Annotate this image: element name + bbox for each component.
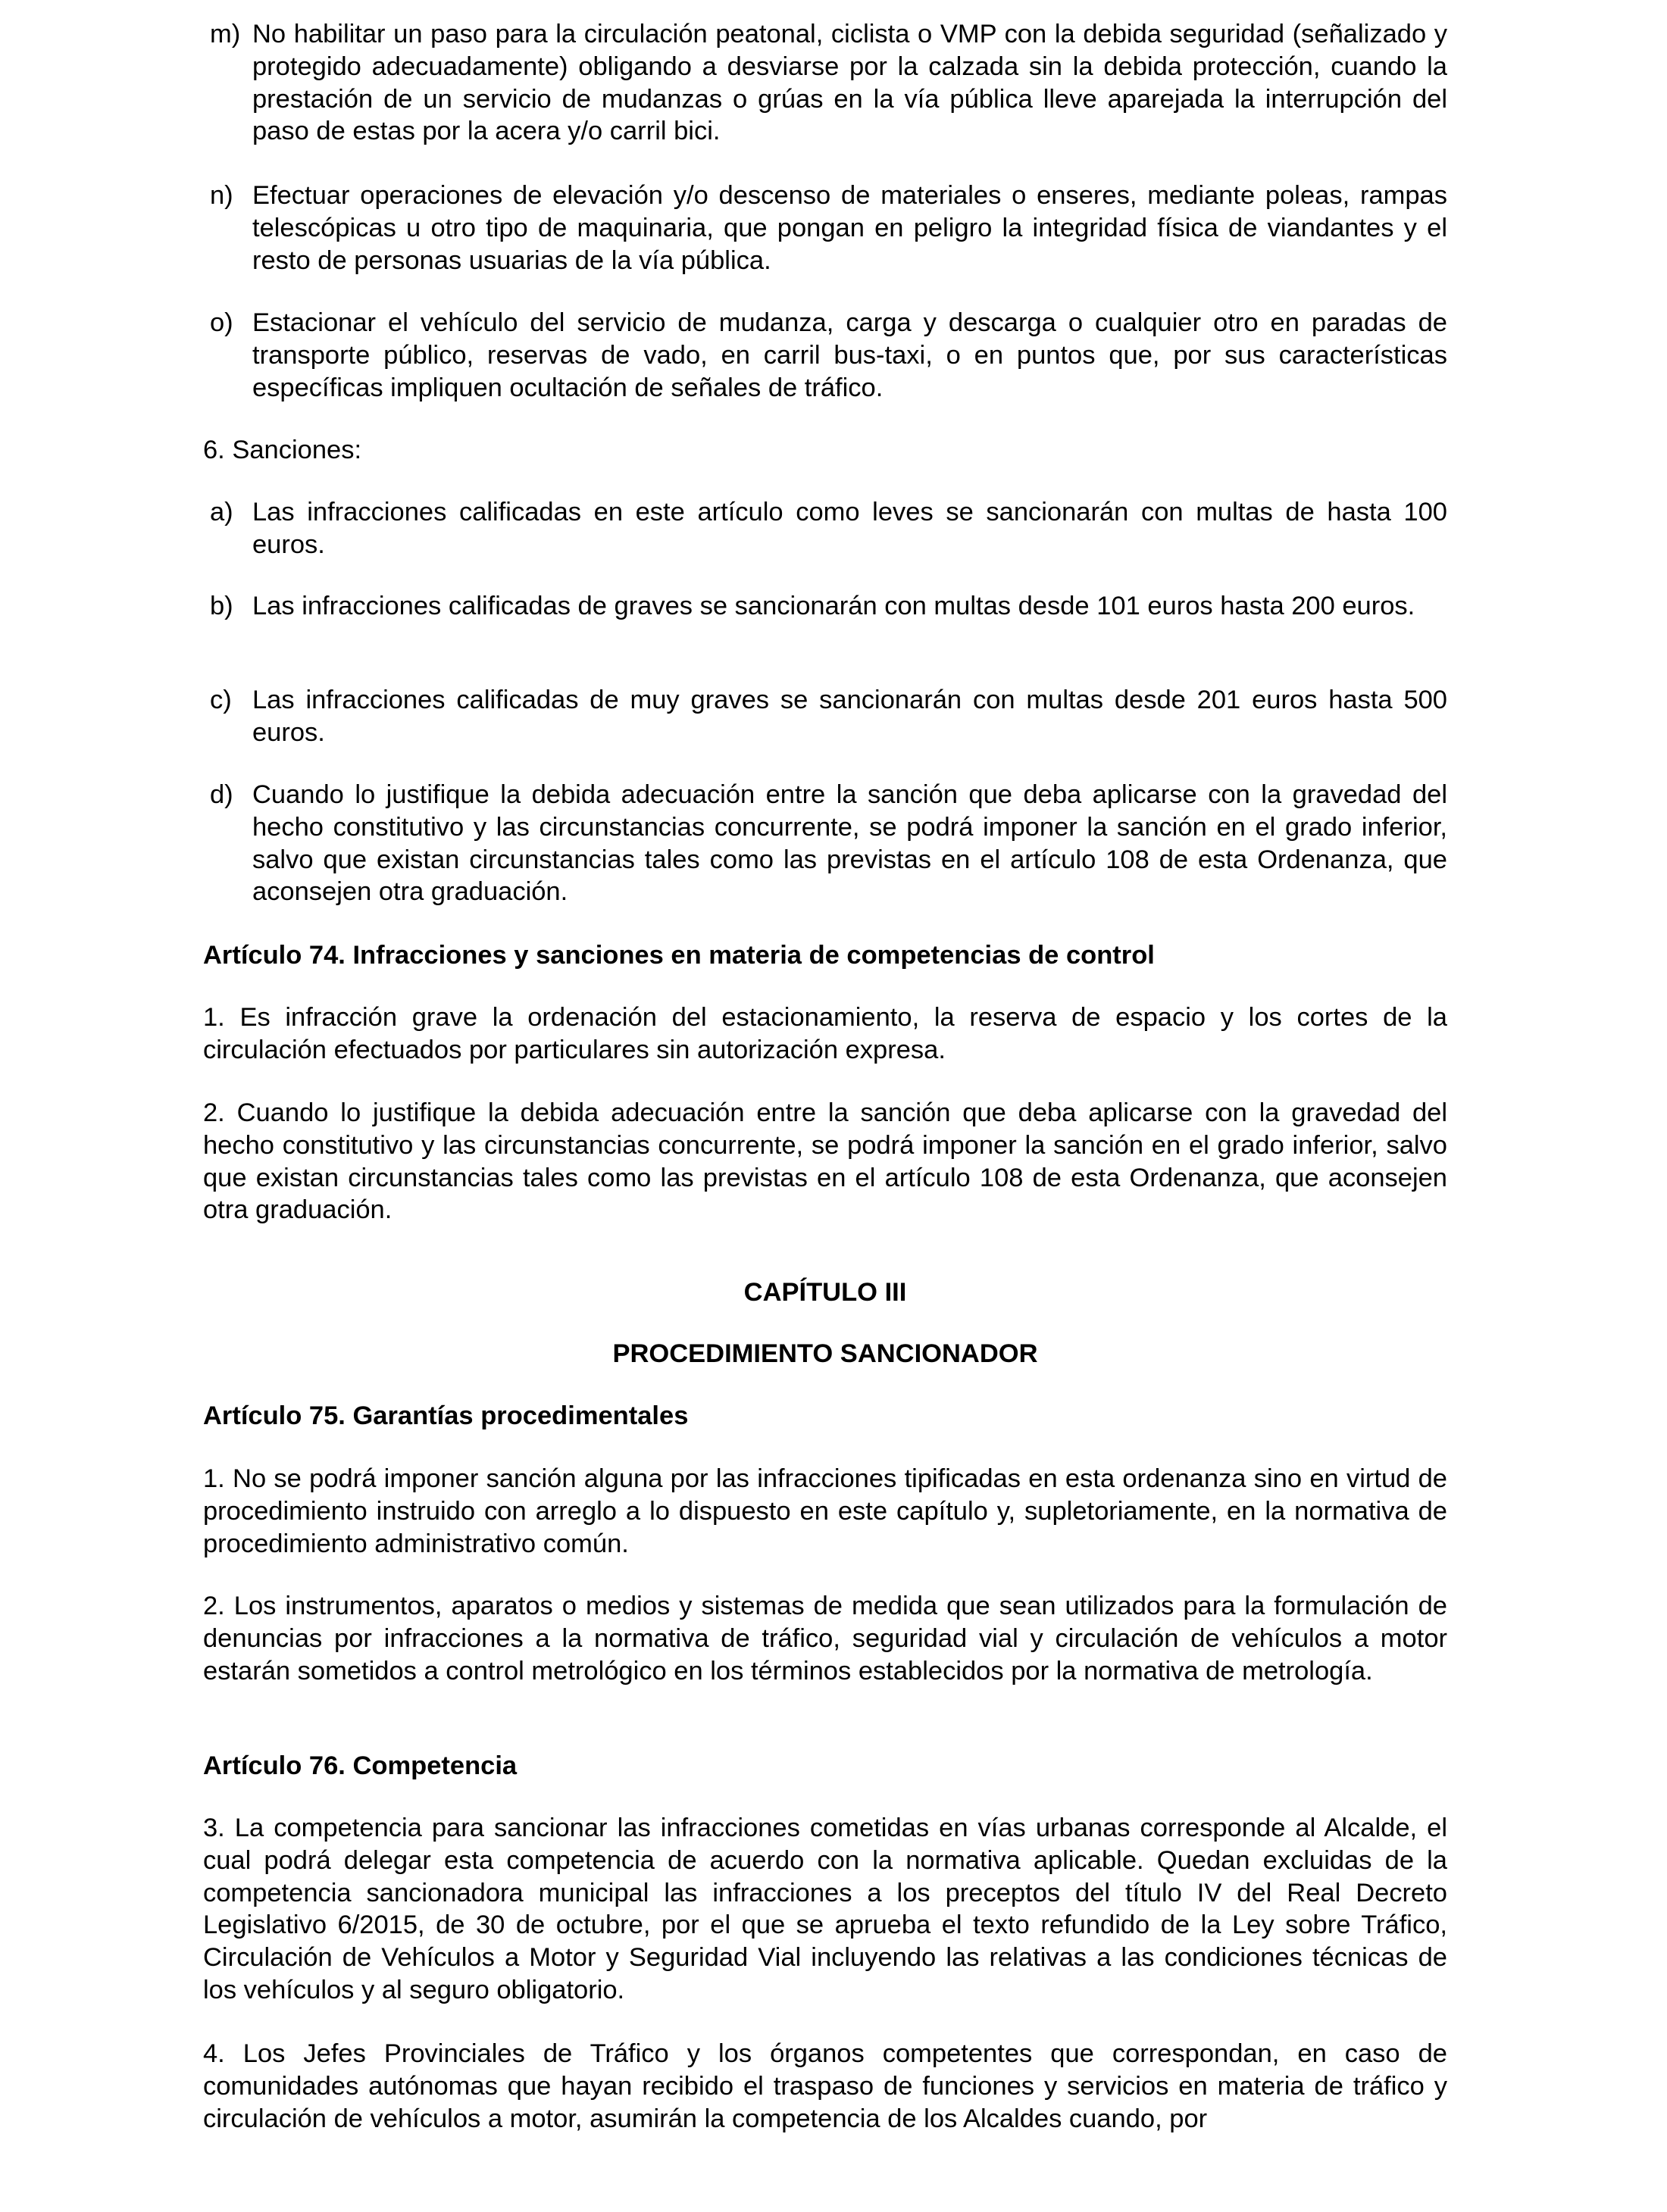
list-item-label: n) <box>210 181 233 210</box>
list-item-text: Las infracciones calificadas de muy graves se sancionarán con multas desde 201 euros hasta 500 euros. <box>252 686 1447 747</box>
document-page <box>203 0 1447 2212</box>
list-item-label: o) <box>210 308 233 337</box>
list-item-label: m) <box>210 20 241 48</box>
article-74-paragraph-2: 2. Cuando lo justifique la debida adecuación entre la sanción que deba aplicarse con la gravedad del hecho constitutivo y las circunstancias concurrente, se podrá imponer la sanción en el grado inferior, salvo que existan circunstancias tales como las previstas en el artículo 108 de esta Ordenanza, que aconsejen otra graduación. <box>203 1098 1447 1225</box>
list-item-o <box>203 307 1447 404</box>
chapter-number: CAPÍTULO III <box>743 1278 907 1307</box>
list-item-text: Estacionar el vehículo del servicio de mudanza, carga y descarga o cualquier otro en paradas de transporte público, reservas de vado, en carril bus-taxi, o en puntos que, por sus características específicas impliquen ocultación de señales de tráfico. <box>252 308 1447 402</box>
list-item-label: b) <box>210 592 233 620</box>
list-item-label: c) <box>210 686 232 714</box>
list-item-m <box>203 18 1447 148</box>
article-75-paragraph-2: 2. Los instrumentos, aparatos o medios y sistemas de medida que sean utilizados para la formulación de denuncias por infracciones a la normativa de tráfico, seguridad vial y circulación de vehículos a motor estarán sometidos a control metrológico en los términos establecidos por la normativa de metrología. <box>203 1592 1447 1686</box>
chapter-title: PROCEDIMIENTO SANCIONADOR <box>612 1339 1038 1368</box>
list-item-label: d) <box>210 780 233 809</box>
article-76-title: Artículo 76. Competencia <box>203 1751 518 1780</box>
list-item-n <box>203 180 1447 276</box>
list-item-text: Efectuar operaciones de elevación y/o descenso de materiales o enseres, mediante poleas, rampas telescópicas u otro tipo de maquinaria, que pongan en peligro la integridad física de viandantes y el resto de personas usuarias de la vía pública. <box>252 181 1447 275</box>
article-74-title: Artículo 74. Infracciones y sanciones en materia de competencias de control <box>203 941 1155 970</box>
list-item-label: a) <box>210 498 233 526</box>
list-item-text: Cuando lo justifique la debida adecuación entre la sanción que deba aplicarse con la gravedad del hecho constitutivo y las circunstancias concurrente, se podrá imponer la sanción en el grado inferior, salvo que existan circunstancias tales como las previstas en el artículo 108 de esta Ordenanza, que aconsejen otra graduación. <box>252 780 1447 907</box>
list-item-text: Las infracciones calificadas en este artículo como leves se sancionarán con multas de hasta 100 euros. <box>252 498 1447 559</box>
sancion-item-c <box>203 684 1447 749</box>
article-75-title: Artículo 75. Garantías procedimentales <box>203 1401 689 1430</box>
article-76-paragraph-4: 4. Los Jefes Provinciales de Tráfico y los órganos competentes que correspondan, en caso de comunidades autónomas que hayan recibido el traspaso de funciones y servicios en materia de tráfico y circulación de vehículos a motor, asumirán la competencia de los Alcaldes cuando, por <box>203 2039 1447 2133</box>
list-item-text: No habilitar un paso para la circulación peatonal, ciclista o VMP con la debida seguridad (señalizado y protegido adecuadamente) obligando a desviarse por la calzada sin la debida protección, cuando la prestación de un servicio de mudanzas o grúas en la vía pública lleve aparejada la interrupción del paso de estas por la acera y/o carril bici. <box>252 20 1447 146</box>
sancion-item-a <box>203 496 1447 561</box>
sancion-item-d <box>203 779 1447 908</box>
article-75-paragraph-1: 1. No se podrá imponer sanción alguna por las infracciones tipificadas en esta ordenanza sino en virtud de procedimiento instruido con arreglo a lo dispuesto en este capítulo y, supletoriamente, en la normativa de procedimiento administrativo común. <box>203 1464 1447 1558</box>
article-76-paragraph-3: 3. La competencia para sancionar las infracciones cometidas en vías urbanas corresponde al Alcalde, el cual podrá delegar esta competencia de acuerdo con la normativa aplicable. Quedan excluidas de la competencia sancionadora municipal las infracciones a los preceptos del título IV del Real Decreto Legislativo 6/2015, de 30 de octubre, por el que se aprueba el texto refundido de la Ley sobre Tráfico, Circulación de Vehículos a Motor y Seguridad Vial incluyendo las relativas a las condiciones técnicas de los vehículos y al seguro obligatorio. <box>203 1814 1447 2004</box>
sanciones-heading: 6. Sanciones: <box>203 436 362 464</box>
sancion-item-b <box>203 590 1447 623</box>
article-74-paragraph-1: 1. Es infracción grave la ordenación del estacionamiento, la reserva de espacio y los cortes de la circulación efectuados por particulares sin autorización expresa. <box>203 1003 1447 1064</box>
list-item-text: Las infracciones calificadas de graves se sancionarán con multas desde 101 euros hasta 200 euros. <box>252 592 1415 620</box>
